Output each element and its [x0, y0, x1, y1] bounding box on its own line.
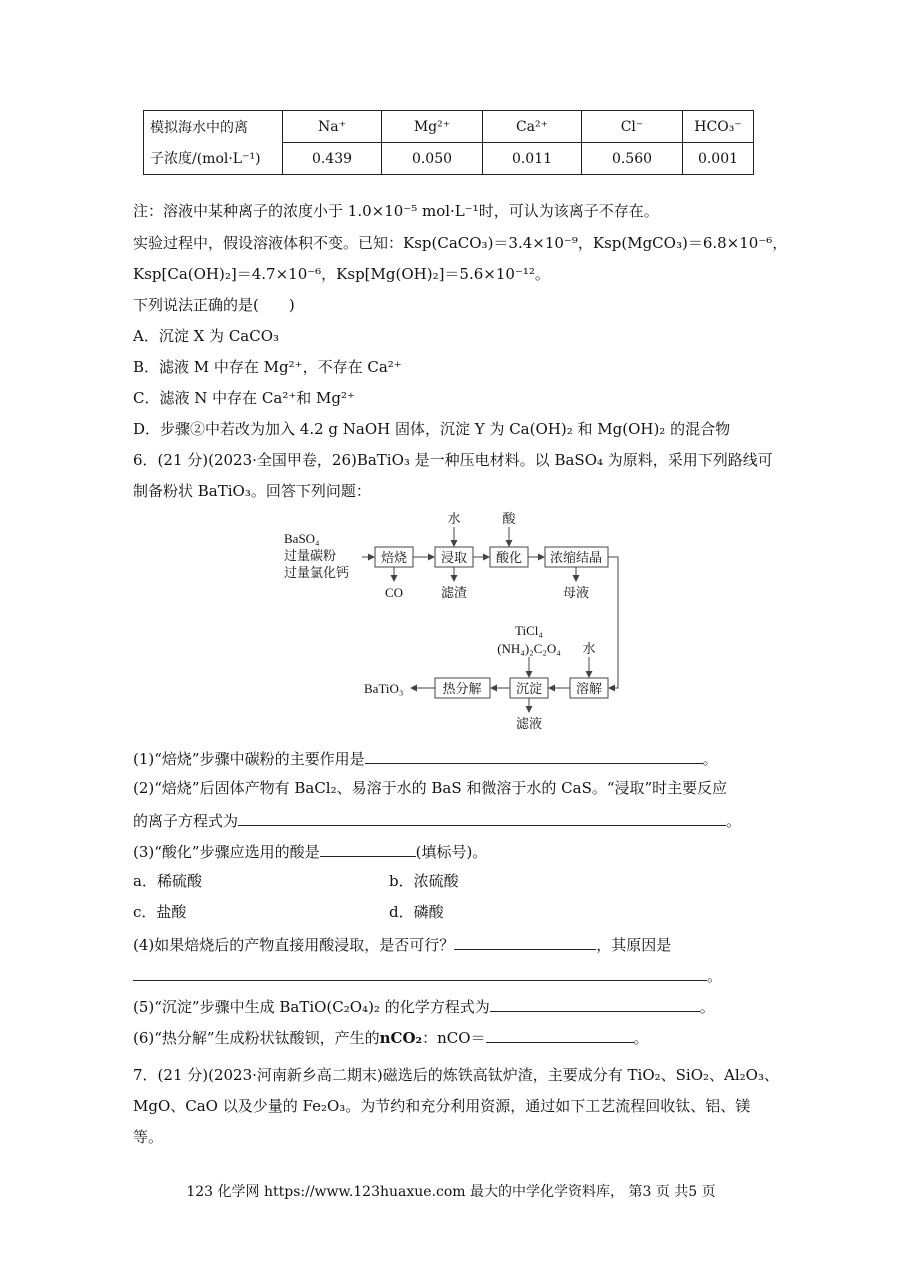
value-na: 0.439	[283, 143, 382, 175]
input-carbon: 过量碳粉	[284, 548, 337, 563]
header-mg: Mg²⁺	[382, 111, 483, 143]
value-hco3: 0.001	[683, 143, 754, 175]
option-d-acid: d．磷酸	[389, 903, 444, 921]
input-water: 水	[447, 511, 461, 526]
input-water-2: 水	[582, 641, 596, 656]
table-label-line1: 模拟海水中的离	[144, 111, 283, 143]
part-6: (6)“热分解”生成粉状钛酸钡，产生的nCO₂：nCO＝ 。	[133, 1026, 649, 1048]
answer-blank-6[interactable]	[486, 1026, 634, 1043]
option-b: B．滤液 M 中存在 Mg²⁺，不存在 Ca²⁺	[133, 358, 402, 376]
part-1: (1)“焙烧”步骤中碳粉的主要作用是 。	[133, 747, 718, 769]
option-a: A．沉淀 X 为 CaCO₃	[133, 327, 280, 345]
header-ca: Ca²⁺	[483, 111, 582, 143]
q7-line3: 等。	[133, 1128, 164, 1146]
part-4: (4)如果焙烧后的产物直接用酸浸取，是否可行？ ，其原因是	[133, 933, 671, 955]
ion-concentration-table	[143, 110, 754, 175]
output-filtrate: 滤液	[515, 716, 543, 731]
part-4-line2: 。	[133, 964, 722, 986]
output-co: CO	[384, 585, 404, 600]
part-5: (5)“沉淀”步骤中生成 BaTiO(C₂O₄)₂ 的化学方程式为 。	[133, 995, 715, 1017]
step-acidify: 酸化	[495, 550, 523, 565]
answer-blank-4a[interactable]	[454, 933, 596, 950]
q7-line2: MgO、CaO 以及少量的 Fe₂O₃。为节约和充分利用资源，通过如下工艺流程回收钛、铝、镁	[133, 1097, 751, 1115]
header-cl: Cl⁻	[582, 111, 683, 143]
input-acid: 酸	[502, 511, 516, 526]
option-b-acid: b．浓硫酸	[389, 872, 459, 890]
answer-blank-5[interactable]	[490, 995, 700, 1012]
value-ca: 0.011	[483, 143, 582, 175]
value-mg: 0.050	[382, 143, 483, 175]
step-thermal-decomp: 热分解	[442, 681, 482, 696]
part-2-line1: (2)“焙烧”后固体产物有 BaCl₂、易溶于水的 BaS 和微溶于水的 CaS。“浸取”时主要反应	[133, 779, 728, 797]
header-na: Na⁺	[283, 111, 382, 143]
reagent-oxalate: (NH₄)₂C₂O₄	[497, 641, 561, 656]
q6-intro-line2: 制备粉状 BaTiO₃。回答下列问题：	[133, 482, 371, 500]
header-hco3: HCO₃⁻	[683, 111, 754, 143]
output-mother-liquor: 母液	[562, 585, 590, 600]
answer-blank-4b[interactable]	[133, 964, 707, 981]
step-crystallize: 浓缩结晶	[549, 550, 603, 565]
reagent-ticl4: TiCl₄	[515, 623, 543, 638]
part-3: (3)“酸化”步骤应选用的酸是 (填标号)。	[133, 840, 487, 862]
step-roast: 焙烧	[380, 550, 408, 565]
input-cacl2: 过量氯化钙	[284, 565, 350, 580]
answer-blank-2[interactable]	[238, 809, 726, 826]
option-c: C．滤液 N 中存在 Ca²⁺和 Mg²⁺	[133, 389, 355, 407]
step-dissolve: 溶解	[575, 681, 603, 696]
page-footer: 123 化学网 https://www.123huaxue.com 最大的中学化学资料库， 第3 页 共5 页	[186, 1184, 716, 1200]
table-label-line2: 子浓度/(mol·L⁻¹)	[144, 143, 283, 175]
known-constants-2: Ksp[Ca(OH)₂]＝4.7×10⁻⁶，Ksp[Mg(OH)₂]＝5.6×10⁻¹²。	[133, 265, 550, 283]
option-a-acid: a．稀硫酸	[133, 872, 202, 890]
step-leach: 浸取	[440, 550, 468, 565]
question-stem: 下列说法正确的是( )	[133, 296, 295, 314]
part-2-line2: 的离子方程式为 。	[133, 809, 741, 831]
known-constants-1: 实验过程中，假设溶液体积不变。已知：Ksp(CaCO₃)＝3.4×10⁻⁹，Ksp(MgCO₃)＝6.8×10⁻⁶，	[133, 234, 788, 252]
q6-intro-line1: 6．(21 分)(2023·全国甲卷，26)BaTiO₃ 是一种压电材料。以 BaSO₄ 为原料，采用下列路线可	[133, 451, 773, 469]
value-cl: 0.560	[582, 143, 683, 175]
step-precipitate: 沉淀	[515, 681, 543, 696]
answer-blank-3[interactable]	[320, 840, 416, 857]
note: 注：溶液中某种离子的浓度小于 1.0×10⁻⁵ mol·L⁻¹时，可认为该离子不存在。	[133, 202, 659, 220]
product-batio3: BaTiO₃	[364, 681, 404, 696]
input-baso4: BaSO₄	[284, 531, 320, 546]
option-c-acid: c．盐酸	[133, 903, 187, 921]
q7-line1: 7．(21 分)(2023·河南新乡高二期末)磁选后的炼铁高钛炉渣，主要成分有 TiO₂、SiO₂、Al₂O₃、	[133, 1066, 779, 1084]
output-residue: 滤渣	[440, 585, 468, 600]
answer-blank-1[interactable]	[365, 747, 703, 764]
option-d: D．步骤②中若改为加入 4.2 g NaOH 固体，沉淀 Y 为 Ca(OH)₂ 和 Mg(OH)₂ 的混合物	[133, 420, 731, 438]
process-flow-diagram	[280, 505, 640, 735]
